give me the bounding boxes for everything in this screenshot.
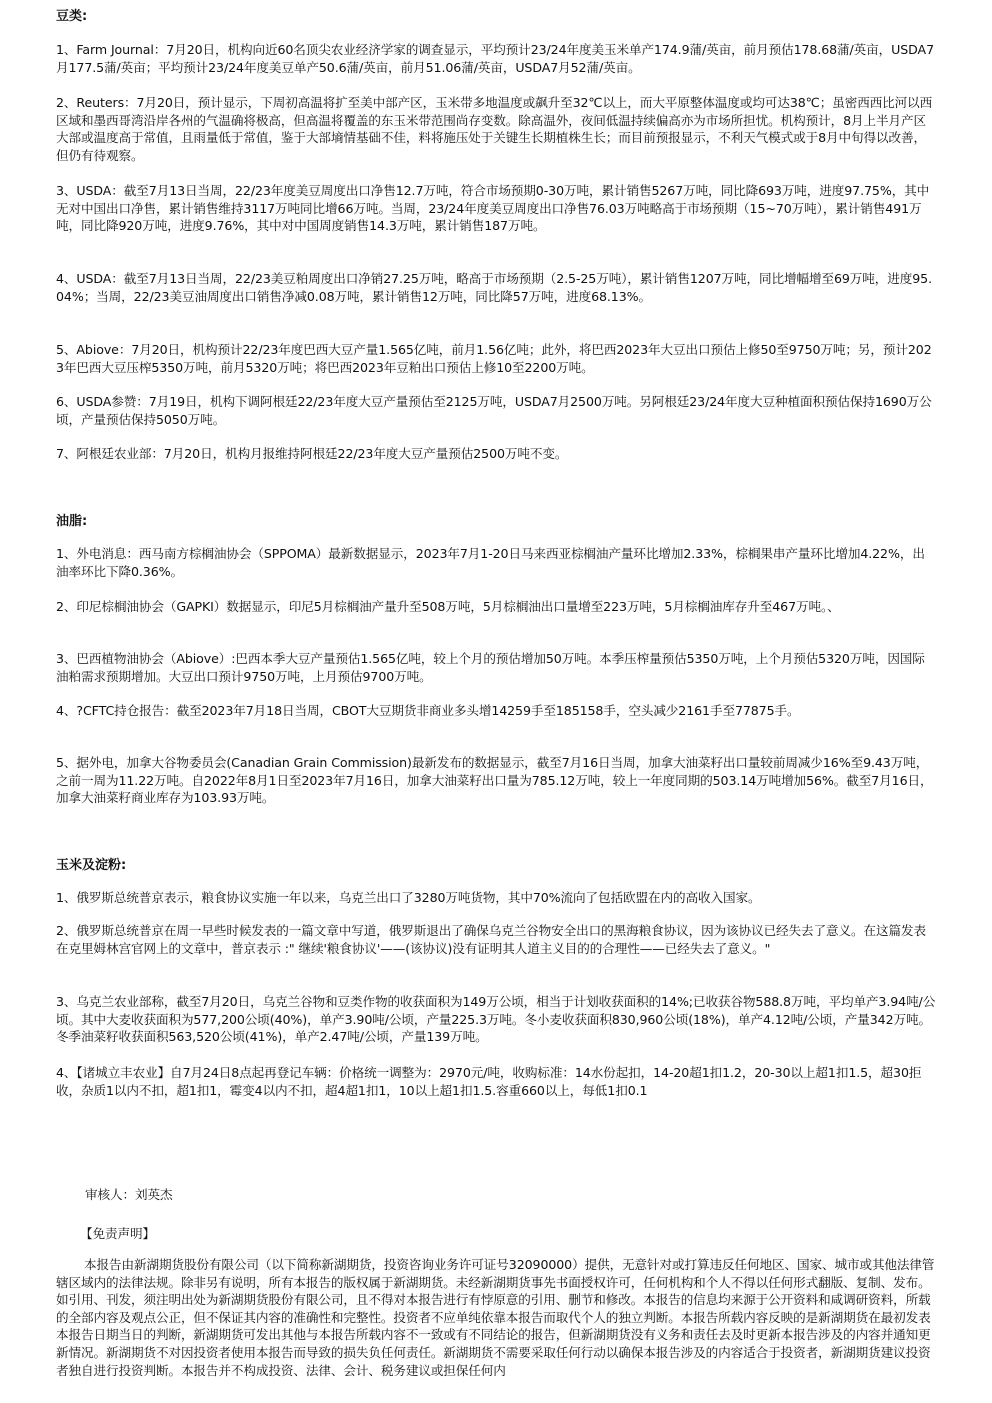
soybean-item-7: 7、阿根廷农业部：7月20日，机构月报维持阿根廷22/23年度大豆产量预估2500万吨不变。 [56, 446, 568, 461]
soybean-item-5: 5、Abiove：7月20日，机构预计22/23年度巴西大豆产量1.565亿吨，前月1.56亿吨；此外，将巴西2023年大豆出口预估上修50至9750万吨；另，预计2023年巴西大豆压榨5350万吨，前月5320万吨；将巴西2023年豆粕出口预估上修10至2200万吨。 [56, 342, 932, 375]
soybean-item-4: 4、USDA：截至7月13日当周，22/23美豆粕周度出口净销27.25万吨，略高于市场预期（2.5-25万吨），累计销售1207万吨，同比增幅增至69万吨，进度95.04%；当周，22/23美豆油周度出口销售净减0.08万吨，累计销售12万吨，同比降57万吨，进度68.13%。 [56, 271, 932, 304]
oils-item-4: 4、?CFTC持仓报告：截至2023年7月18日当周，CBOT大豆期货非商业多头增14259手至185158手，空头减少2161手至77875手。 [56, 703, 800, 718]
disclaimer-text: 本报告由新湖期货股份有限公司（以下简称新湖期货，投资咨询业务许可证号32090000）提供，无意针对或打算违反任何地区、国家、城市或其他法律管辖区域内的法律法规。除非另有说明，所有本报告的版权属于新湖期货。未经新湖期货事先书面授权许可，任何机构和个人不得以任何形式翻版、复制、发布。如引用、刊发，须注明出处为新湖期货股份有限公司，且不得对本报告进行有悖原意的引用、删节和修改。本报告的信息均来源于公开资料和咸调研资料，所载的全部内容及观点公正，但不保证其内容的准确性和完整性。投资者不应单纯依靠本报告而取代个人的独立判断。本报告所载内容反映的是新湖期货在最初发表本报告日期当日的判断，新湖期货可发出其他与本报告所载内容不一致或有不同结论的报告，但新湖期货没有义务和责任去及时更新本报告涉及的内容并通知更新情况。新湖期货不对因投资者使用本报告而导致的损失负任何责任。新湖期货不需要采取任何行动以确保本报告涉及的内容适合于投资者，新湖期货建议投资者独自进行投资判断。本报告并不构成投资、法律、会计、税务建议或担保任何内 [56, 1257, 935, 1378]
corn-item-4: 4、【诸城立丰农业】自7月24日8点起再登记车辆：价格统一调整为：2970元/吨，收购标准：14水份起扣，14-20超1扣1.2，20-30以上超1扣1.5，超30拒收，杂质1以内不扣，超1扣1，霉变4以内不扣，超4超1扣1，10以上超1扣1.5.容重660以上，每低1扣0.1 [56, 1065, 922, 1098]
corn-item-2: 2、俄罗斯总统普京在周一早些时候发表的一篇文章中写道，俄罗斯退出了确保乌克兰谷物安全出口的黑海粮食协议，因为该协议已经失去了意义。在这篇发表在克里姆林宫官网上的文章中，普京表示 :" 继续'粮食协议'——(该协议)没有证明其人道主义目的的合理性——已经失去了意义。" [56, 923, 926, 956]
oils-item-2: 2、印尼棕榈油协会（GAPKI）数据显示，印尼5月棕榈油产量升至508万吨，5月棕榈油出口量增至223万吨，5月棕榈油库存升至467万吨。、 [56, 599, 840, 614]
section-title-soybean: 豆类: [56, 9, 88, 24]
soybean-item-6: 6、USDA参赞：7月19日，机构下调阿根廷22/23年度大豆产量预估至2125万吨，USDA7月2500万吨。另阿根廷23/24年度大豆种植面积预估保持1690万公顷，产量预估保持5050万吨。 [56, 394, 932, 427]
oils-item-1: 1、外电消息：西马南方棕榈油协会（SPPOMA）最新数据显示，2023年7月1-20日马来西亚棕榈油产量环比增加2.33%，棕榈果串产量环比增加4.22%，出油率环比下降0.36%。 [56, 546, 925, 579]
corn-item-3: 3、乌克兰农业部称，截至7月20日，乌克兰谷物和豆类作物的收获面积为149万公顷，相当于计划收获面积的14%;已收获谷物588.8万吨，平均单产3.94吨/公顷。其中大麦收获面积为577,200公顷(40%)，单产3.90吨/公顷，产量225.3万吨。冬小麦收获面积830,960公顷(18%)，单产4.12吨/公顷，产量342万吨。冬季油菜籽收获面积563,520公顷(41%)，单产2.47吨/公顷，产量139万吨。 [56, 994, 936, 1045]
corn-item-1: 1、俄罗斯总统普京表示，粮食协议实施一年以来，乌克兰出口了3280万吨货物，其中70%流向了包括欧盟在内的高收入国家。 [56, 890, 761, 905]
disclaimer-title: 【免责声明】 [80, 1226, 155, 1241]
section-title-oils: 油脂: [56, 514, 88, 529]
soybean-item-2: 2、Reuters：7月20日，预计显示，下周初高温将扩至美中部产区，玉米带多地温度或飙升至32℃以上，而大平原整体温度或均可达38℃；虽密西西比河以西区域和墨西哥湾沿岸各州的气温确将极高，但高温将覆盖的东玉米带范围尚存变数。除高温外，夜间低温持续偏高亦为市场所担忧。机构预计，8月上半月产区大部或温度高于常值，且雨量低于常值，鉴于大部墒情基础不佳，料将施压处于关键生长期植株生长；而目前预报显示，不利天气模式或于8月中旬得以改善，但仍有待观察。 [56, 95, 933, 163]
oils-item-5: 5、据外电，加拿大谷物委员会(Canadian Grain Commission)最新发布的数据显示，截至7月16日当周，加拿大油菜籽出口量较前周减少16%至9.43万吨，之前一周为11.22万吨。自2022年8月1日至2023年7月16日，加拿大油菜籽出口量为785.12万吨，较上一年度同期的503.14万吨增加56%。截至7月16日，加拿大油菜籽商业库存为103.93万吨。 [56, 755, 933, 806]
section-title-corn: 玉米及淀粉: [56, 858, 127, 873]
soybean-item-1: 1、Farm Journal：7月20日，机构向近60名顶尖农业经济学家的调查显示，平均预计23/24年度美玉米单产174.9蒲/英亩，前月预估178.68蒲/英亩，USDA7月177.5蒲/英亩；平均预计23/24年度美豆单产50.6蒲/英亩，前月51.06蒲/英亩，USDA7月52蒲/英亩。 [56, 42, 934, 75]
reviewer: 审核人：刘英杰 [85, 1187, 173, 1202]
soybean-item-3: 3、USDA：截至7月13日当周，22/23年度美豆周度出口净售12.7万吨，符合市场预期0-30万吨，累计销售5267万吨，同比降693万吨，进度97.75%，其中无对中国出口净售，累计销售维持3117万吨同比增66万吨。当周，23/24年度美豆周度出口净售76.03万吨略高于市场预期（15~70万吨），累计销售491万吨，同比降920万吨，进度9.76%，其中对中国周度销售14.3万吨，累计销售187万吨。 [56, 183, 930, 234]
oils-item-3: 3、巴西植物油协会（Abiove）:巴西本季大豆产量预估1.565亿吨，较上个月的预估增加50万吨。本季压榨量预估5350万吨，上个月预估5320万吨，因国际油粕需求预期增加。大豆出口预计9750万吨，上月预估9700万吨。 [56, 651, 925, 684]
